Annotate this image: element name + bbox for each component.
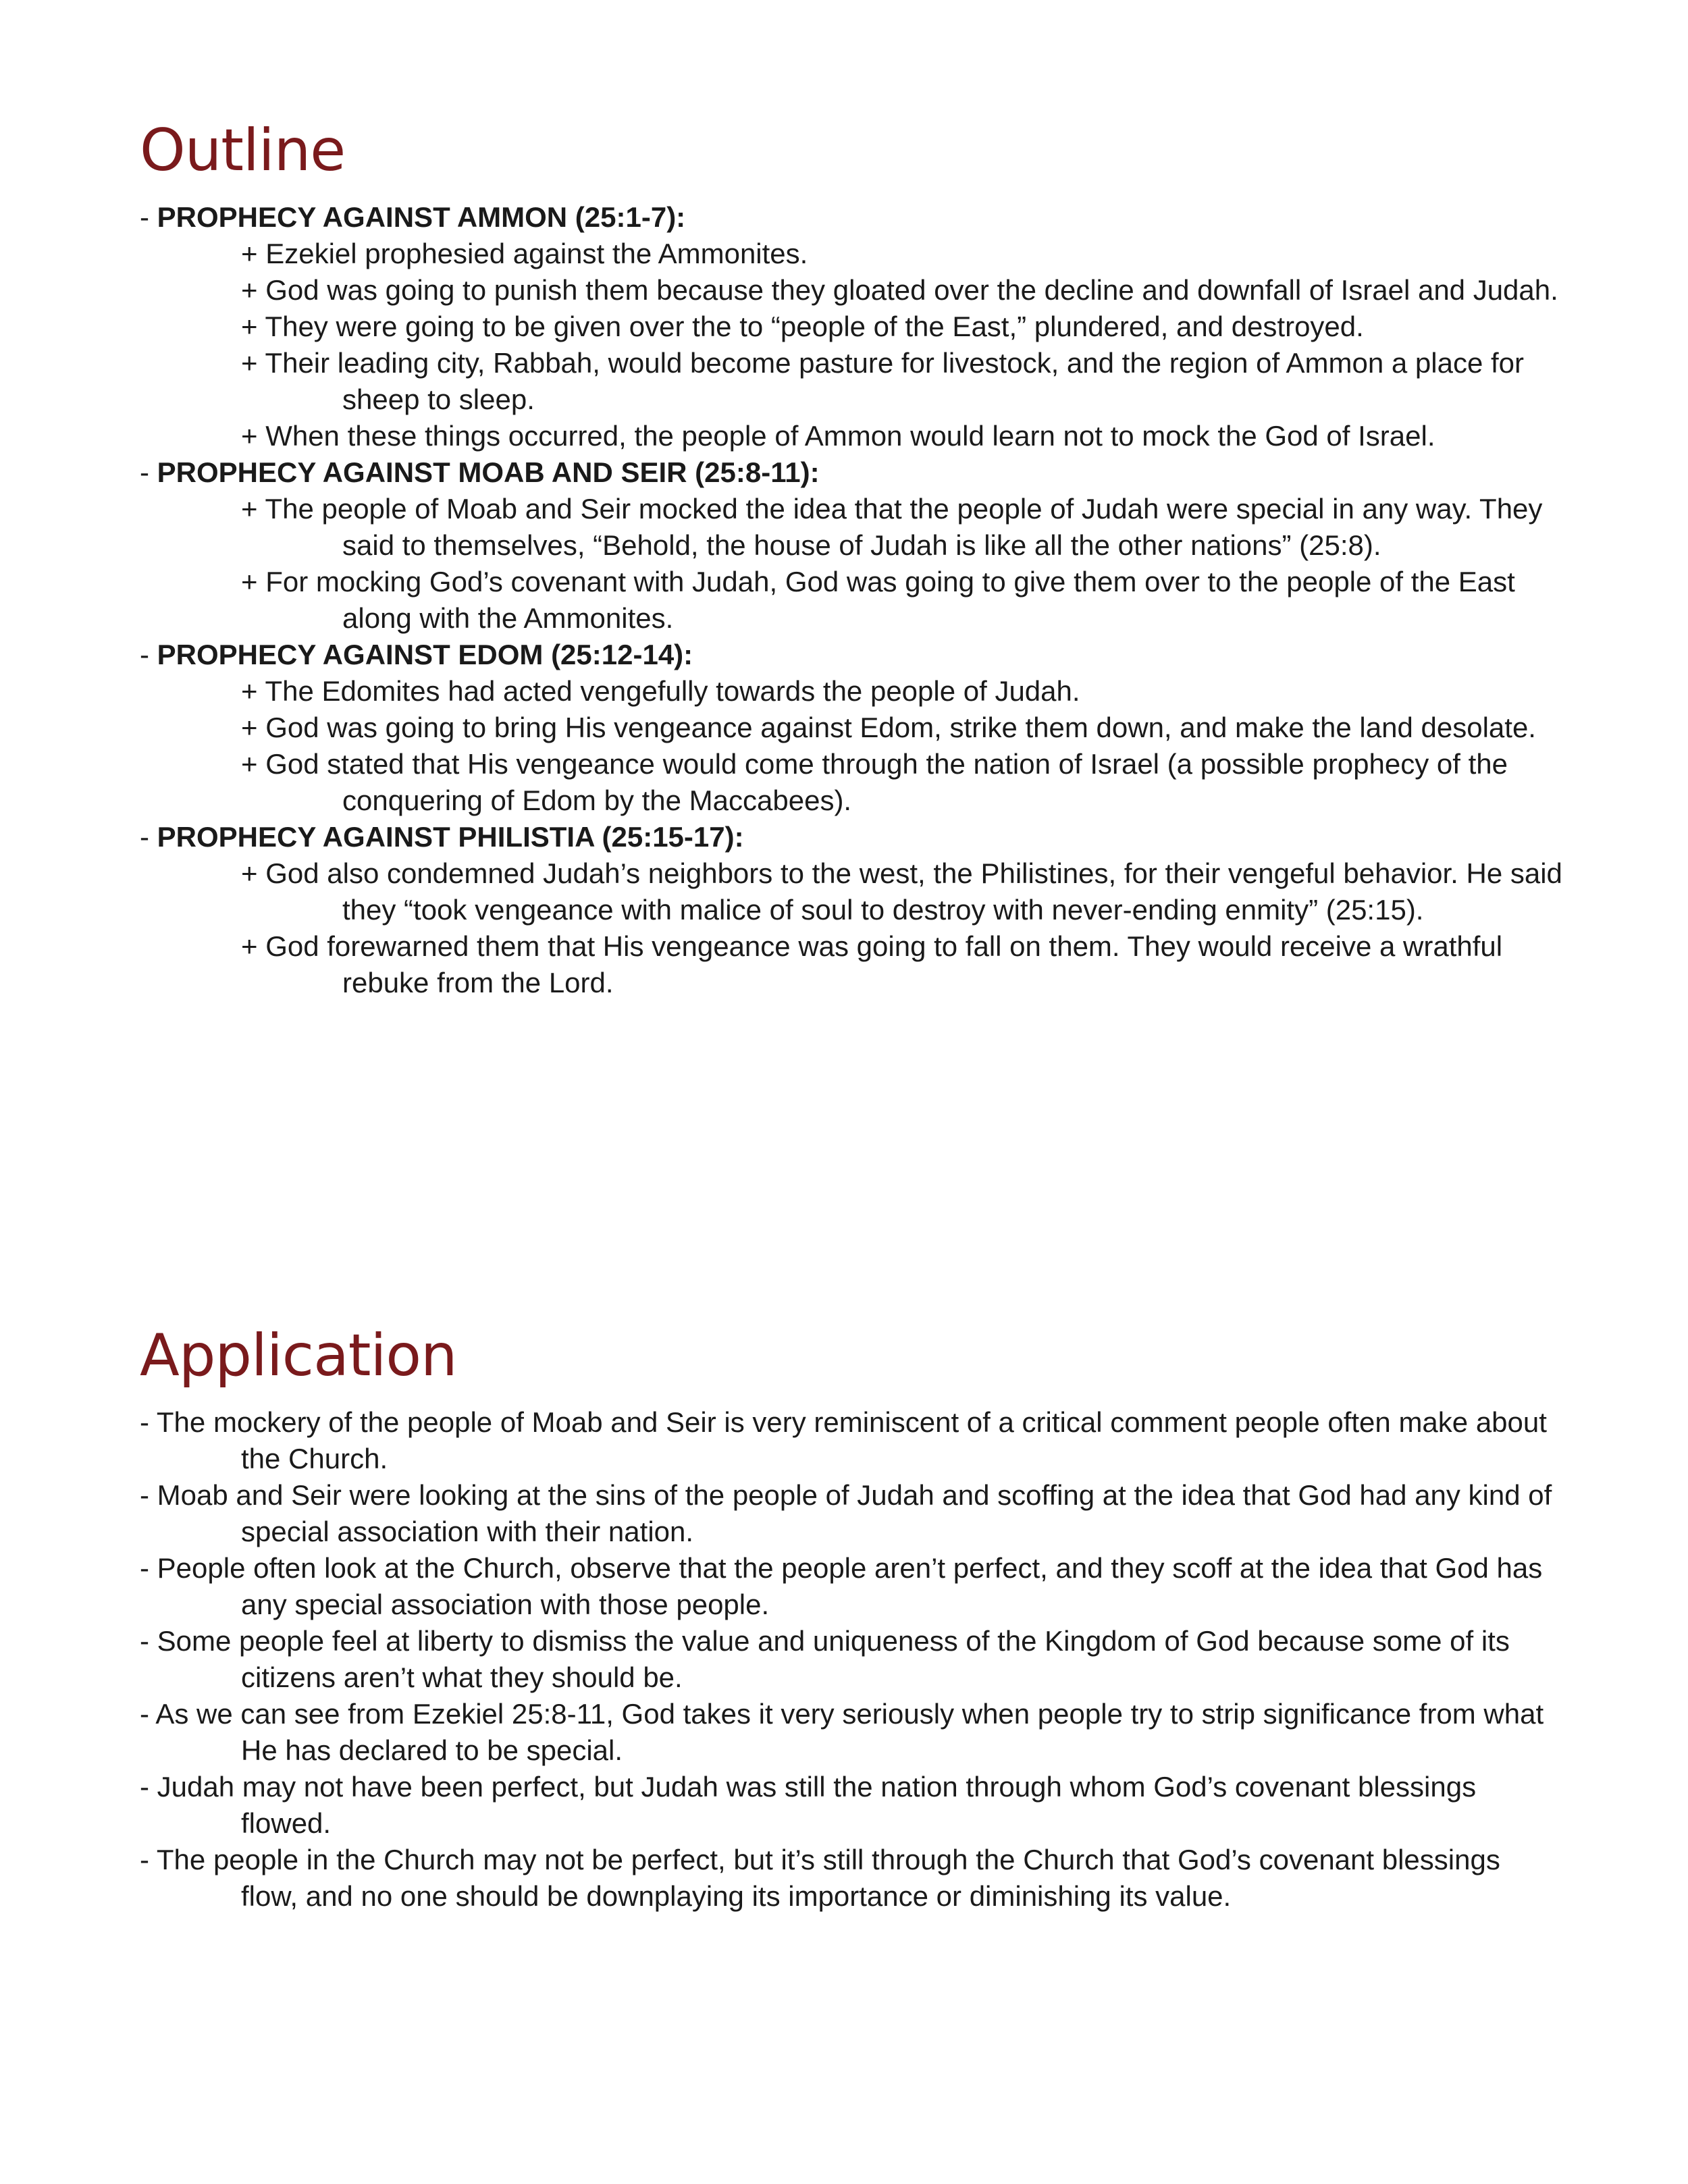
application-item: - Moab and Seir were looking at the sins of the people of Judah and scoffing at the idea that God had any kind of special association with their nation. [140, 1479, 1552, 1547]
outline-item: + God was going to punish them because they gloated over the decline and downfall of Israel and Judah. [241, 274, 1558, 306]
outline-title: Outline [140, 117, 346, 184]
outline-section-heading: - PROPHECY AGAINST MOAB AND SEIR (25:8-11): [140, 456, 820, 488]
application-title: Application [140, 1322, 457, 1389]
application-body [140, 1404, 1564, 1915]
application-item: - Some people feel at liberty to dismiss the value and uniqueness of the Kingdom of God because some of its citizens aren’t what they should be. [140, 1625, 1510, 1693]
outline-item: + God also condemned Judah’s neighbors to the west, the Philistines, for their vengeful behavior. He said they “took vengeance with malice of soul to destroy with never-ending enmity” (25:15). [241, 857, 1562, 926]
outline-item: + For mocking God’s covenant with Judah, God was going to give them over to the people of the East along with the Ammonites. [241, 566, 1515, 634]
outline-item: + The people of Moab and Seir mocked the idea that the people of Judah were special in any way. They said to themselves, “Behold, the house of Judah is like all the other nations” (25:8). [241, 493, 1543, 561]
application-item: - The people in the Church may not be perfect, but it’s still through the Church that God’s covenant blessings flow, and no one should be downplaying its importance or diminishing its value. [140, 1844, 1500, 1912]
outline-item: + God was going to bring His vengeance against Edom, strike them down, and make the land desolate. [241, 712, 1536, 743]
outline-item: + Their leading city, Rabbah, would become pasture for livestock, and the region of Ammon a place for sheep to sleep. [241, 347, 1525, 415]
application-item: - Judah may not have been perfect, but Judah was still the nation through whom God’s covenant blessings flowed. [140, 1771, 1477, 1839]
application-item: - The mockery of the people of Moab and Seir is very reminiscent of a critical comment people often make about the Church. [140, 1406, 1547, 1474]
outline-item: + God stated that His vengeance would come through the nation of Israel (a possible prophecy of the conquering of Edom by the Maccabees). [241, 748, 1508, 816]
outline-item: + God forewarned them that His vengeance was going to fall on them. They would receive a wrathful rebuke from the Lord. [241, 930, 1503, 998]
application-item: - People often look at the Church, observe that the people aren’t perfect, and they scoff at the idea that God has any special association with those people. [140, 1552, 1543, 1620]
outline-item: + The Edomites had acted vengefully towards the people of Judah. [241, 675, 1080, 707]
outline-item: + When these things occurred, the people of Ammon would learn not to mock the God of Israel. [241, 420, 1435, 452]
outline-item: + They were going to be given over the to “people of the East,” plundered, and destroyed. [241, 311, 1364, 342]
outline-section-heading: - PROPHECY AGAINST PHILISTIA (25:15-17): [140, 821, 744, 853]
outline-section-heading: - PROPHECY AGAINST AMMON (25:1-7): [140, 201, 686, 233]
outline-section-heading: - PROPHECY AGAINST EDOM (25:12-14): [140, 639, 693, 670]
application-item: - As we can see from Ezekiel 25:8-11, God takes it very seriously when people try to strip significance from what He has declared to be special. [140, 1698, 1544, 1766]
outline-item: + Ezekiel prophesied against the Ammonites. [241, 238, 808, 269]
outline-body [140, 199, 1564, 1001]
